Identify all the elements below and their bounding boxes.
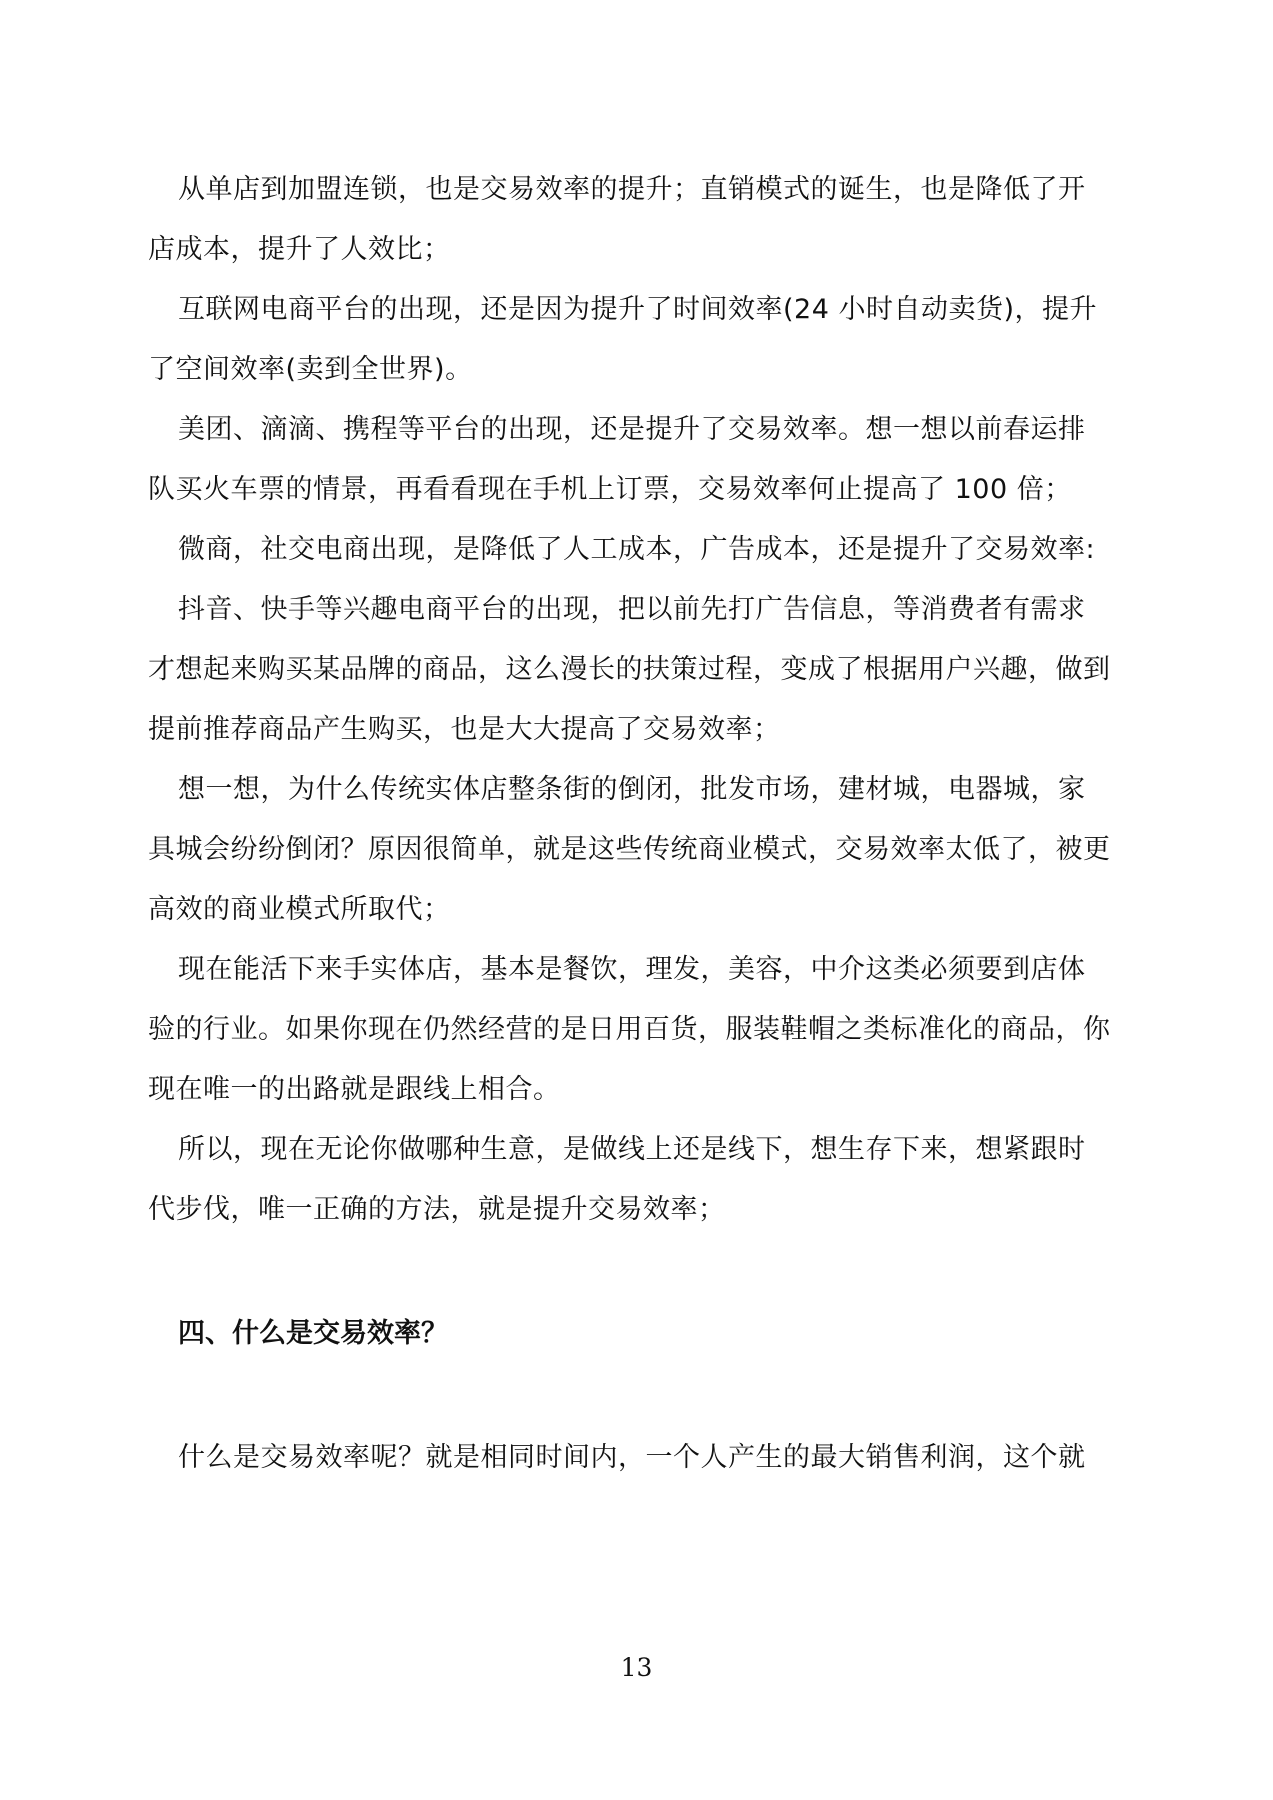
paragraph-line: 从单店到加盟连锁，也是交易效率的提升；直销模式的诞生，也是降低了开 (178, 174, 1086, 205)
paragraph-line: 微商，社交电商出现，是降低了人工成本，广告成本，还是提升了交易效率: (178, 534, 1096, 565)
paragraph-line: 提前推荐商品产生购买，也是大大提高了交易效率； (148, 714, 781, 745)
paragraph-line: 店成本，提升了人效比； (148, 234, 451, 265)
paragraph-line: 抖音、快手等兴趣电商平台的出现，把以前先打广告信息，等消费者有需求 (178, 594, 1086, 625)
paragraph-line: 验的行业。如果你现在仍然经营的是日用百货，服装鞋帽之类标准化的商品，你 (148, 1014, 1111, 1045)
paragraph-line: 了空间效率(卖到全世界)。 (148, 354, 473, 385)
paragraph-line: 现在唯一的出路就是跟线上相合。 (148, 1074, 561, 1105)
paragraph-line: 现在能活下来手实体店，基本是餐饮，理发，美容，中介这类必须要到店体 (178, 954, 1086, 985)
paragraph-line: 什么是交易效率呢？就是相同时间内，一个人产生的最大销售利润，这个就 (178, 1442, 1086, 1473)
page-number: 13 (620, 1653, 653, 1682)
section-heading: 四、什么是交易效率？ (178, 1318, 448, 1349)
body-text (148, 160, 1153, 1488)
paragraph-line: 才想起来购买某品牌的商品，这么漫长的扶策过程，变成了根据用户兴趣，做到 (148, 654, 1111, 685)
paragraph-line: 队买火车票的情景，再看看现在手机上订票，交易效率何止提高了 100 倍； (148, 474, 1072, 505)
paragraph-line: 高效的商业模式所取代； (148, 894, 451, 925)
paragraph-line: 代步伐，唯一正确的方法，就是提升交易效率； (148, 1194, 726, 1225)
paragraph-line: 具城会纷纷倒闭？原因很简单，就是这些传统商业模式，交易效率太低了，被更 (148, 834, 1111, 865)
paragraph-line: 美团、滴滴、携程等平台的出现，还是提升了交易效率。想一想以前春运排 (178, 414, 1086, 445)
paragraph-line: 想一想，为什么传统实体店整条街的倒闭，批发市场，建材城，电器城，家 (178, 774, 1086, 805)
paragraph-line: 互联网电商平台的出现，还是因为提升了时间效率(24 小时自动卖货)，提升 (178, 294, 1098, 325)
paragraph-line: 所以，现在无论你做哪种生意，是做线上还是线下，想生存下来，想紧跟时 (178, 1134, 1086, 1165)
